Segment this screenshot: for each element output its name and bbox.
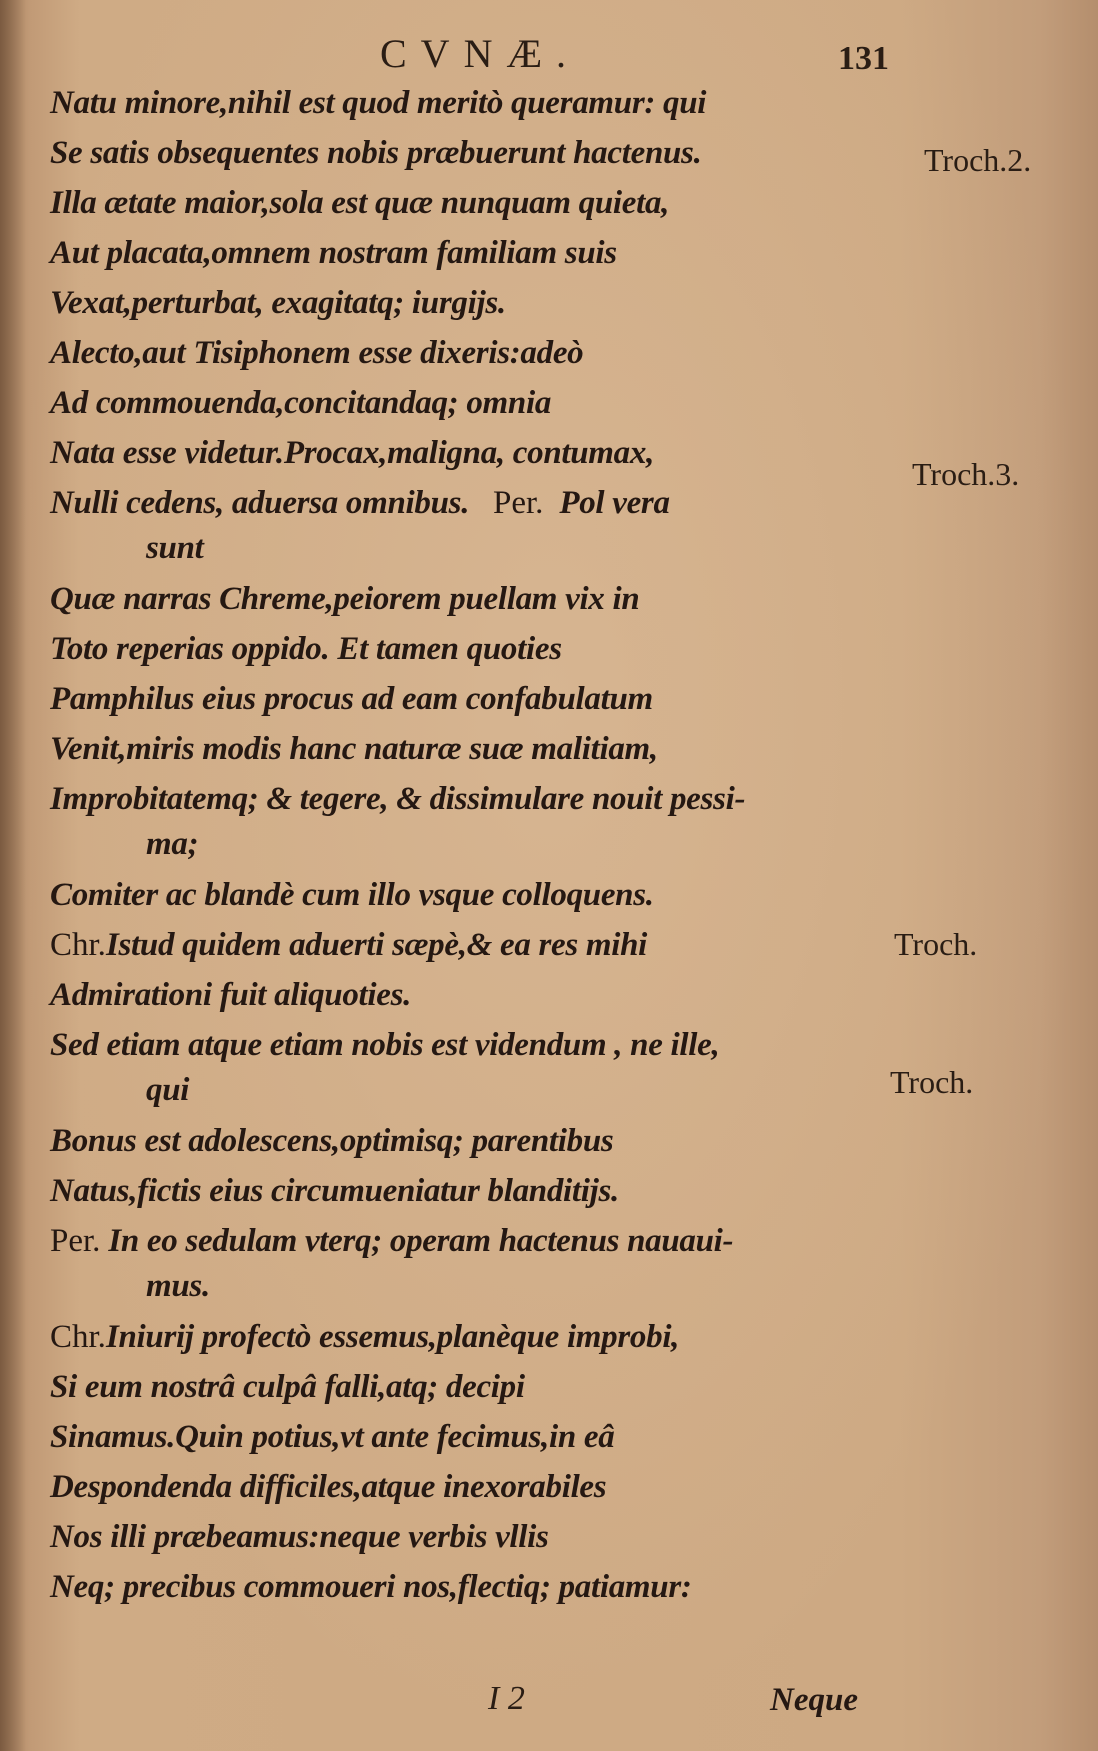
signature-mark: I 2 bbox=[488, 1680, 525, 1717]
speaker-label: Chr. bbox=[50, 1319, 106, 1355]
verse-line-22: Chr.Iniurij profectò essemus,planèque improbi, bbox=[50, 1319, 680, 1355]
verse-line-17: Admirationi fuit aliquoties. bbox=[50, 977, 412, 1013]
margin-note-troch-3: Troch.3. bbox=[912, 456, 1020, 492]
verse-line-15: Comiter ac blandè cum illo vsque colloquens. bbox=[50, 877, 654, 913]
verse-line-5: Vexat,perturbat, exagitatq; iurgijs. bbox=[50, 285, 506, 321]
verse-line-13: Venit,miris modis hanc naturæ suæ malitiam, bbox=[50, 731, 658, 767]
verse-line-14: Improbitatemq; & tegere, & dissimulare nouit pessi- bbox=[50, 781, 746, 817]
verse-line-18: Sed etiam atque etiam nobis est videndum , ne ille, bbox=[50, 1027, 720, 1063]
verse-line-1: Natu minore,nihil est quod meritò queramur: qui bbox=[50, 85, 707, 121]
margin-note-troch: Troch. bbox=[894, 926, 978, 962]
verse-line-19: Bonus est adolescens,optimisq; parentibus bbox=[50, 1123, 614, 1159]
margin-note-troch: Troch. bbox=[890, 1064, 974, 1100]
verse-line-26: Nos illi præbeamus:neque verbis vllis bbox=[50, 1519, 549, 1555]
verse-line-20: Natus,fictis eius circumueniatur blanditijs. bbox=[50, 1173, 619, 1209]
verse-text-block bbox=[50, 78, 880, 1612]
verse-line-9-continuation: sunt bbox=[146, 530, 204, 566]
verse-line-3: Illa ætate maior,sola est quæ nunquam quieta, bbox=[50, 185, 670, 221]
verse-line-27: Neq; precibus commoueri nos,flectiq; patiamur: bbox=[50, 1569, 692, 1605]
verse-line-7: Ad commouenda,concitandaq; omnia bbox=[50, 385, 552, 421]
catchword: Neque bbox=[770, 1682, 858, 1718]
verse-line-11: Toto reperias oppido. Et tamen quoties bbox=[50, 631, 562, 667]
page-number: 131 bbox=[838, 40, 889, 77]
verse-line-16: Chr.Istud quidem aduerti sæpè,& ea res mihi bbox=[50, 927, 648, 963]
verse-line-4: Aut placata,omnem nostram familiam suis bbox=[50, 235, 617, 271]
page-gutter-shadow bbox=[0, 0, 26, 1751]
verse-line-12: Pamphilus eius procus ad eam confabulatum bbox=[50, 681, 653, 717]
verse-line-18-continuation: qui bbox=[146, 1072, 190, 1108]
running-title: CVNÆ. bbox=[380, 31, 581, 76]
verse-line-25: Despondenda difficiles,atque inexorabiles bbox=[50, 1469, 607, 1505]
speaker-label: Chr. bbox=[50, 927, 106, 963]
running-head bbox=[0, 22, 1098, 82]
page-footer bbox=[0, 1680, 1098, 1740]
margin-note-troch-2: Troch.2. bbox=[924, 142, 1032, 178]
verse-line-21-continuation: mus. bbox=[146, 1268, 210, 1304]
speaker-label: Per. bbox=[493, 485, 544, 521]
verse-line-24: Sinamus.Quin potius,vt ante fecimus,in eâ bbox=[50, 1419, 615, 1455]
verse-line-14-continuation: ma; bbox=[146, 826, 199, 862]
verse-line-8: Nata esse videtur.Procax,maligna, contumax, bbox=[50, 435, 655, 471]
verse-line-9: Nulli cedens, aduersa omnibus. Per. Pol vera bbox=[50, 485, 670, 521]
verse-line-21: Per. In eo sedulam vterq; operam hactenus nauaui- bbox=[50, 1223, 734, 1259]
verse-line-2: Se satis obsequentes nobis præbuerunt hactenus. bbox=[50, 135, 702, 171]
verse-line-10: Quæ narras Chreme,peiorem puellam vix in bbox=[50, 581, 640, 617]
speaker-label: Per. bbox=[50, 1223, 101, 1259]
verse-line-6: Alecto,aut Tisiphonem esse dixeris:adeò bbox=[50, 335, 584, 371]
verse-line-23: Si eum nostrâ culpâ falli,atq; decipi bbox=[50, 1369, 525, 1405]
